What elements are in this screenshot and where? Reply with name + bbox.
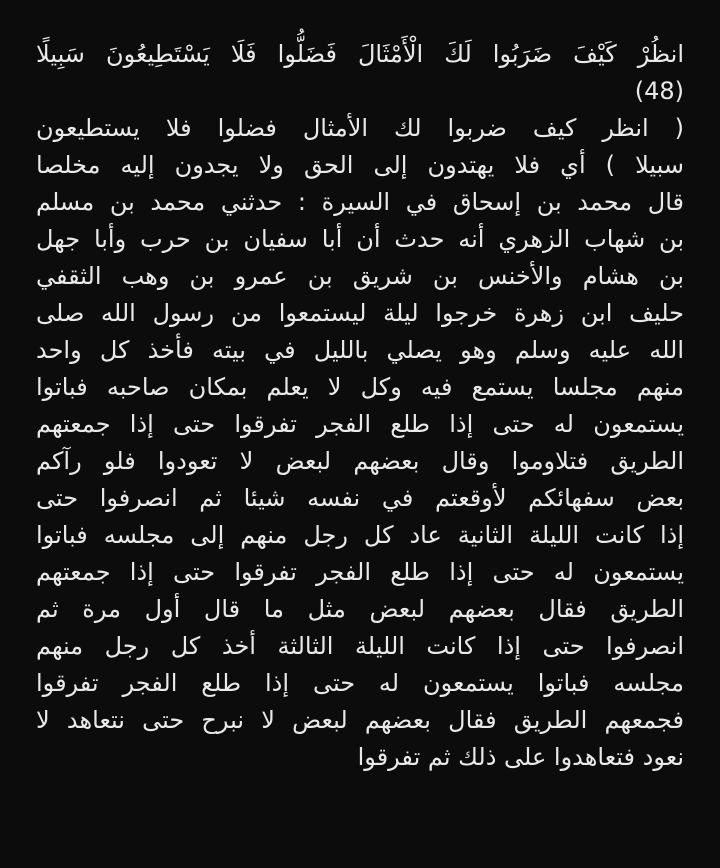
tafsir-line: سبيلا ) أي فلا يهتدون إلى الحق ولا يجدون إليه مخلصا	[36, 151, 684, 179]
tafsir-line: الطريق فتلاوموا وقال بعضهم لبعض لا تعودوا فلو رآكم	[36, 447, 684, 475]
tafsir-line: الله عليه وسلم وهو يصلي بالليل في بيته فأخذ كل واحد	[36, 336, 684, 364]
tafsir-line: إذا كانت الليلة الثانية عاد كل رجل منهم إلى مجلسه فباتوا	[36, 521, 684, 549]
tafsir-line: يستمعون له حتى إذا طلع الفجر تفرقوا حتى إذا جمعتهم	[36, 558, 684, 586]
tafsir-line: منهم مجلسا يستمع فيه وكل لا يعلم بمكان صاحبه فباتوا	[36, 373, 684, 401]
tafsir-line: ( انظر كيف ضربوا لك الأمثال فضلوا فلا يستطيعون	[36, 114, 684, 142]
tafsir-line: بن شهاب الزهري أنه حدث أن أبا سفيان بن حرب وأبا جهل	[36, 225, 684, 253]
tafsir-line: بعض سفهائكم لأوقعتم في نفسه شيئا ثم انصرفوا حتى	[36, 484, 684, 512]
tafsir-line: قال محمد بن إسحاق في السيرة : حدثني محمد بن مسلم	[36, 188, 684, 216]
verse-number: (48)	[634, 77, 684, 105]
tafsir-line: الطريق فقال بعضهم لبعض مثل ما قال أول مرة ثم	[36, 595, 684, 623]
tafsir-text-block	[36, 36, 684, 776]
tafsir-line: يستمعون له حتى إذا طلع الفجر تفرقوا حتى إذا جمعتهم	[36, 410, 684, 438]
tafsir-line: فجمعهم الطريق فقال بعضهم لبعض لا نبرح حتى نتعاهد لا	[36, 706, 684, 734]
tafsir-line: بن هشام والأخنس بن شريق بن عمرو بن وهب الثقفي	[36, 262, 684, 290]
tafsir-line: انصرفوا حتى إذا كانت الليلة الثالثة أخذ كل رجل منهم	[36, 632, 684, 660]
quran-verse-line: انظُرْ كَيْفَ ضَرَبُوا لَكَ الْأَمْثَالَ فَضَلُّوا فَلَا يَسْتَطِيعُونَ سَبِيلًا	[36, 40, 684, 68]
tafsir-line: حليف ابن زهرة خرجوا ليلة ليستمعوا من رسول الله صلى	[36, 299, 684, 327]
tafsir-line: مجلسه فباتوا يستمعون له حتى إذا طلع الفجر تفرقوا	[36, 669, 684, 697]
tafsir-last-line: نعود فتعاهدوا على ذلك ثم تفرقوا	[357, 743, 684, 771]
